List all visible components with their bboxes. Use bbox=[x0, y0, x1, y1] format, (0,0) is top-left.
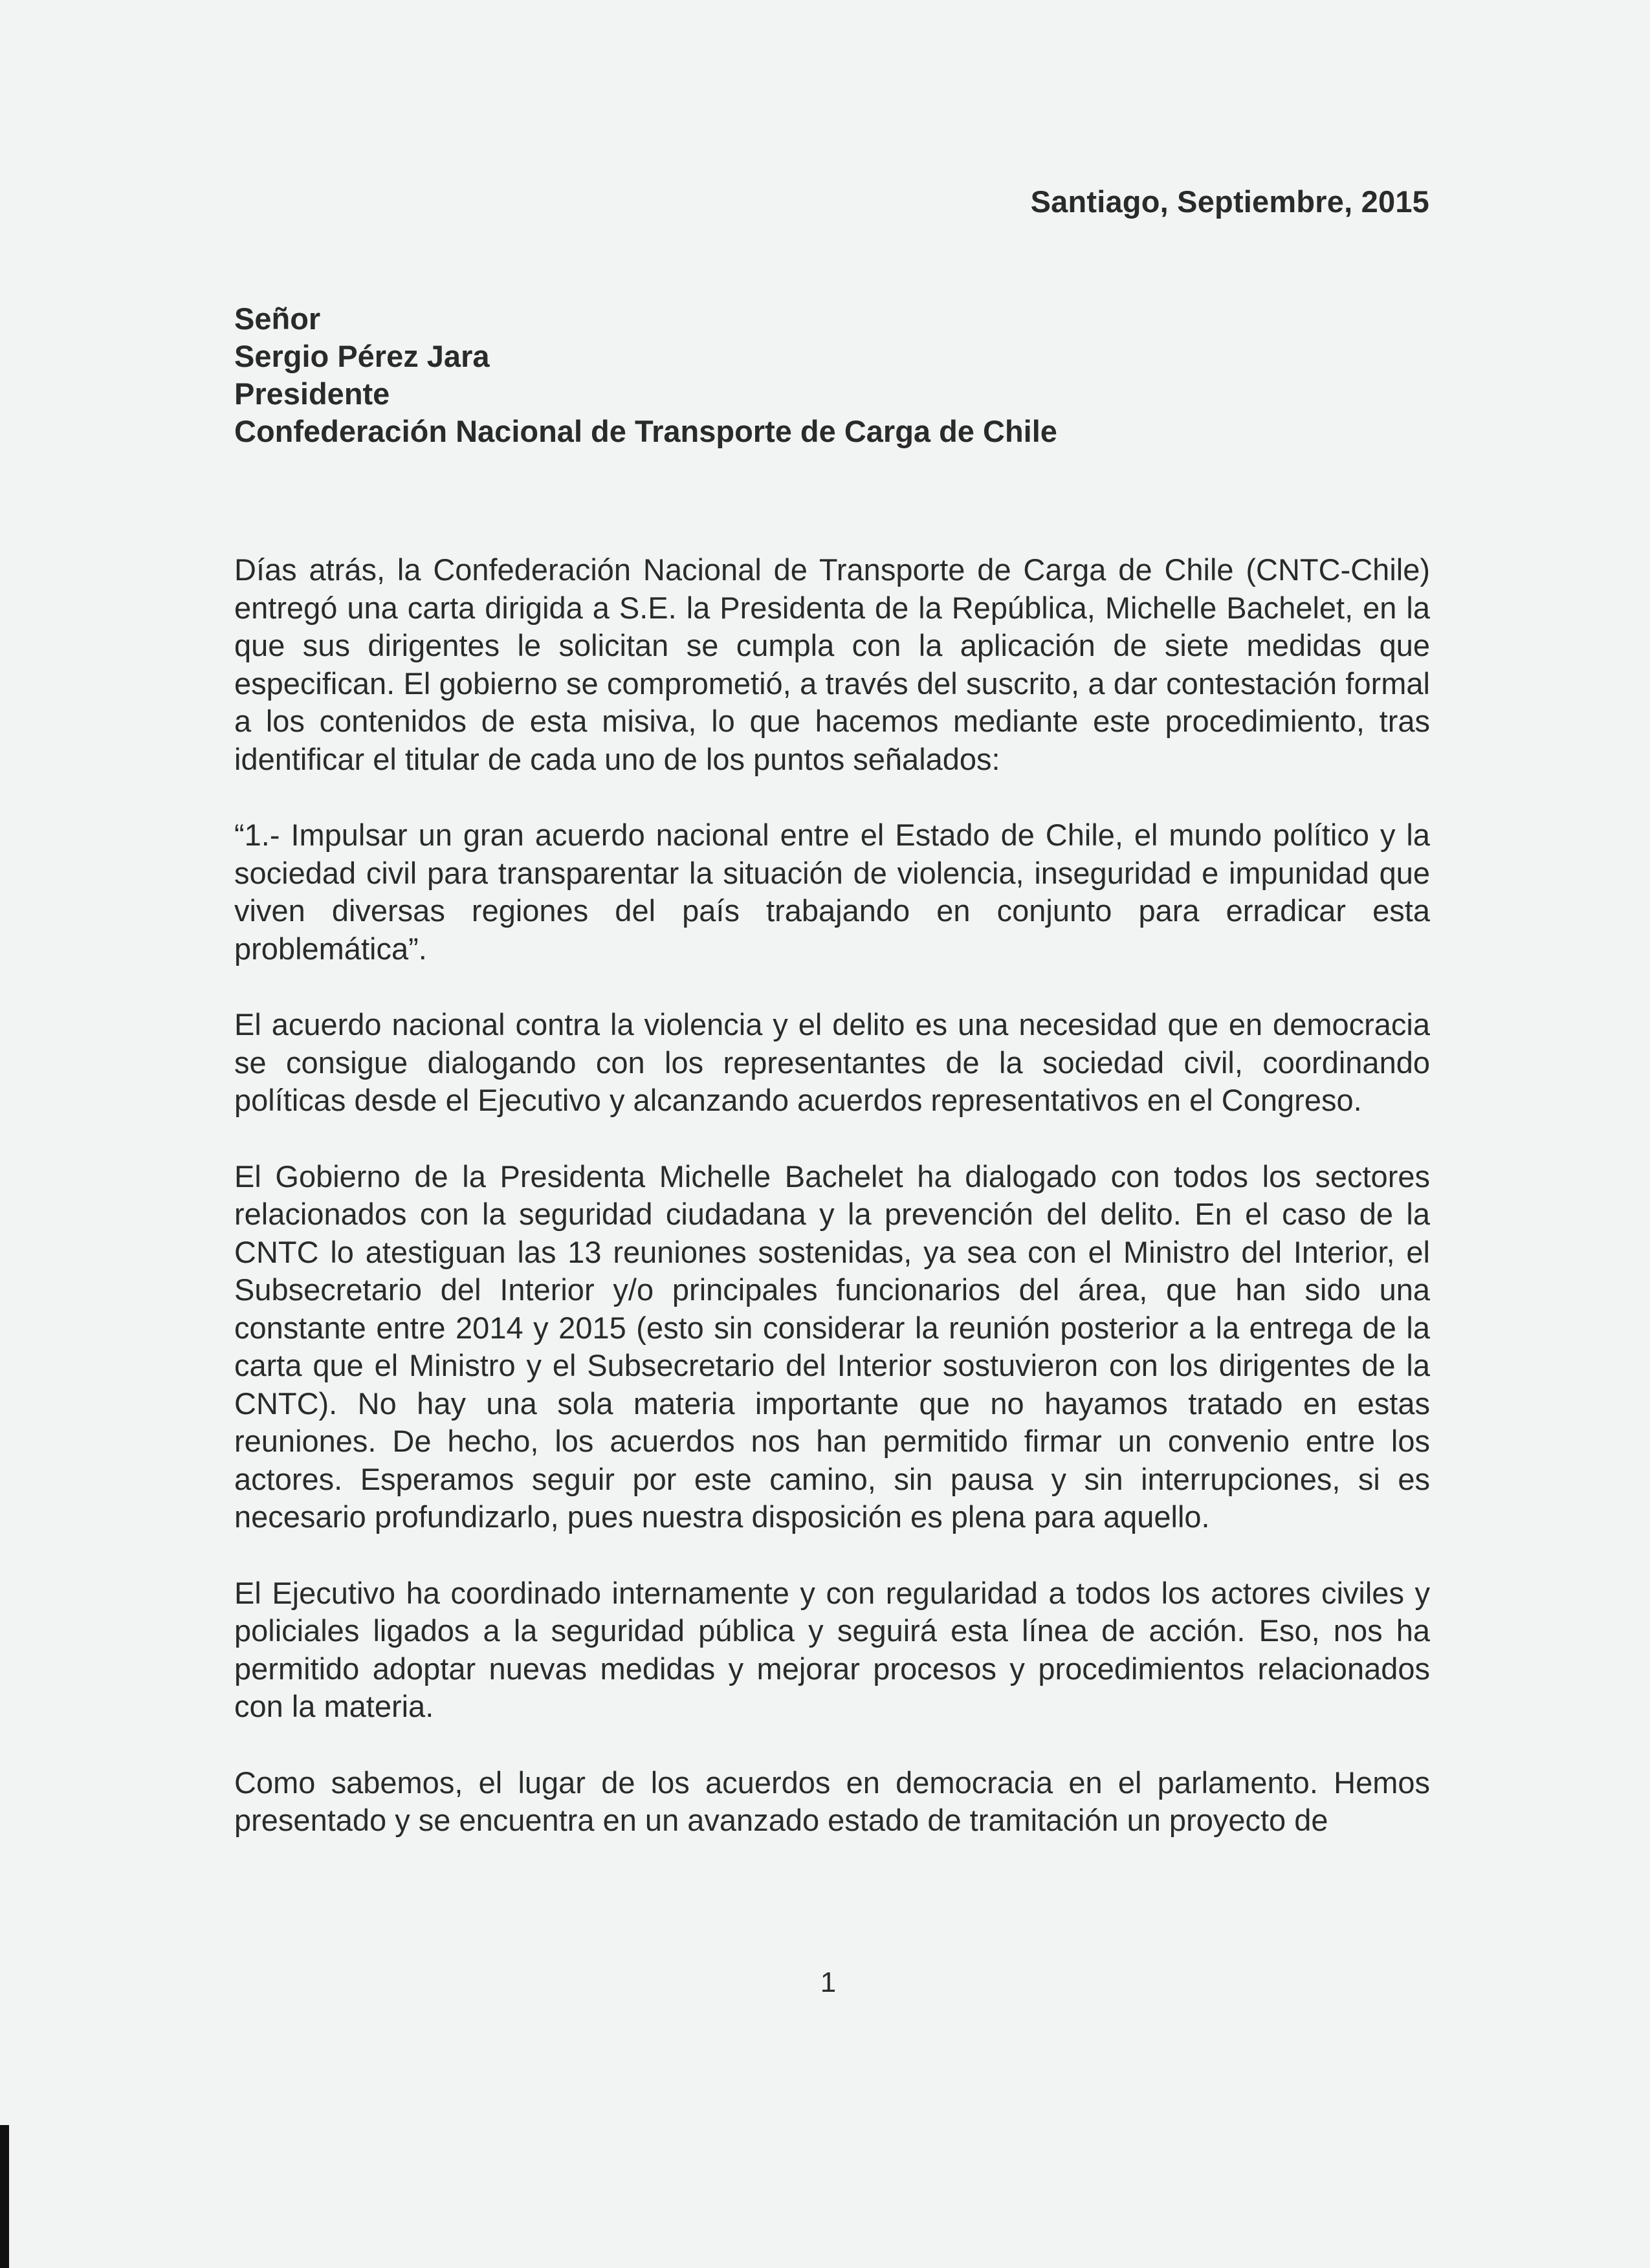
body-paragraph: El Ejecutivo ha coordinado internamente y con regularidad a todos los actores civiles y policiales ligados a la seguridad pública y seguirá esta línea de acción. Eso, nos ha permitido adoptar nuevas medidas y mejorar procesos y procedimientos relacionados con la materia. bbox=[234, 1575, 1430, 1723]
recipient-title: Presidente bbox=[234, 376, 390, 411]
body-paragraph: Días atrás, la Confederación Nacional de Transporte de Carga de Chile (CNTC-Chile) entregó una carta dirigida a S.E. la Presidenta de la República, Michelle Bachelet, en la que sus dirigentes le solicitan se cumpla con la aplicación de siete medidas que especifican. El gobierno se comprometió, a través del suscrito, a dar contestación formal a los contenidos de esta misiva, lo que hacemos mediante este procedimiento, tras identificar el titular de cada uno de los puntos señalados: bbox=[234, 552, 1430, 776]
recipient-salutation: Señor bbox=[234, 301, 321, 336]
page-number: 1 bbox=[820, 1967, 837, 1998]
scan-edge-mark bbox=[0, 2125, 9, 2268]
body-paragraph: El acuerdo nacional contra la violencia y el delito es una necesidad que en democracia se consigue dialogando con los representantes de la sociedad civil, coordinando políticas desde el Ejecutivo y alcanzando acuerdos representativos en el Congreso. bbox=[234, 1007, 1430, 1117]
letter-body bbox=[234, 551, 1430, 1878]
recipient-organization: Confederación Nacional de Transporte de Carga de Chile bbox=[234, 414, 1057, 448]
letter-date: Santiago, Septiembre, 2015 bbox=[1030, 184, 1429, 219]
quoted-point-paragraph: “1.- Impulsar un gran acuerdo nacional entre el Estado de Chile, el mundo político y la sociedad civil para transparentar la situación de violencia, inseguridad e impunidad que viven diversas regiones del país trabajando en conjunto para erradicar esta problemática”. bbox=[234, 818, 1430, 966]
recipient-block bbox=[234, 300, 1057, 450]
body-paragraph: Como sabemos, el lugar de los acuerdos en democracia en el parlamento. Hemos presentado y se encuentra en un avanzado estado de tramitación un proyecto de bbox=[234, 1765, 1430, 1837]
recipient-name: Sergio Pérez Jara bbox=[234, 339, 490, 373]
body-paragraph: El Gobierno de la Presidenta Michelle Bachelet ha dialogado con todos los sectores relacionados con la seguridad ciudadana y la prevención del delito. En el caso de la CNTC lo atestiguan las 13 reuniones sostenidas, ya sea con el Ministro del Interior, el Subsecretario del Interior y/o principales funcionarios del área, que han sido una constante entre 2014 y 2015 (esto sin considerar la reunión posterior a la entrega de la carta que el Ministro y el Subsecretario del Interior sostuvieron con los dirigentes de la CNTC). No hay una sola materia importante que no hayamos tratado en estas reuniones. De hecho, los acuerdos nos han permitido firmar un convenio entre los actores. Esperamos seguir por este camino, sin pausa y sin interrupciones, si es necesario profundizarlo, pues nuestra disposición es plena para aquello. bbox=[234, 1159, 1430, 1534]
